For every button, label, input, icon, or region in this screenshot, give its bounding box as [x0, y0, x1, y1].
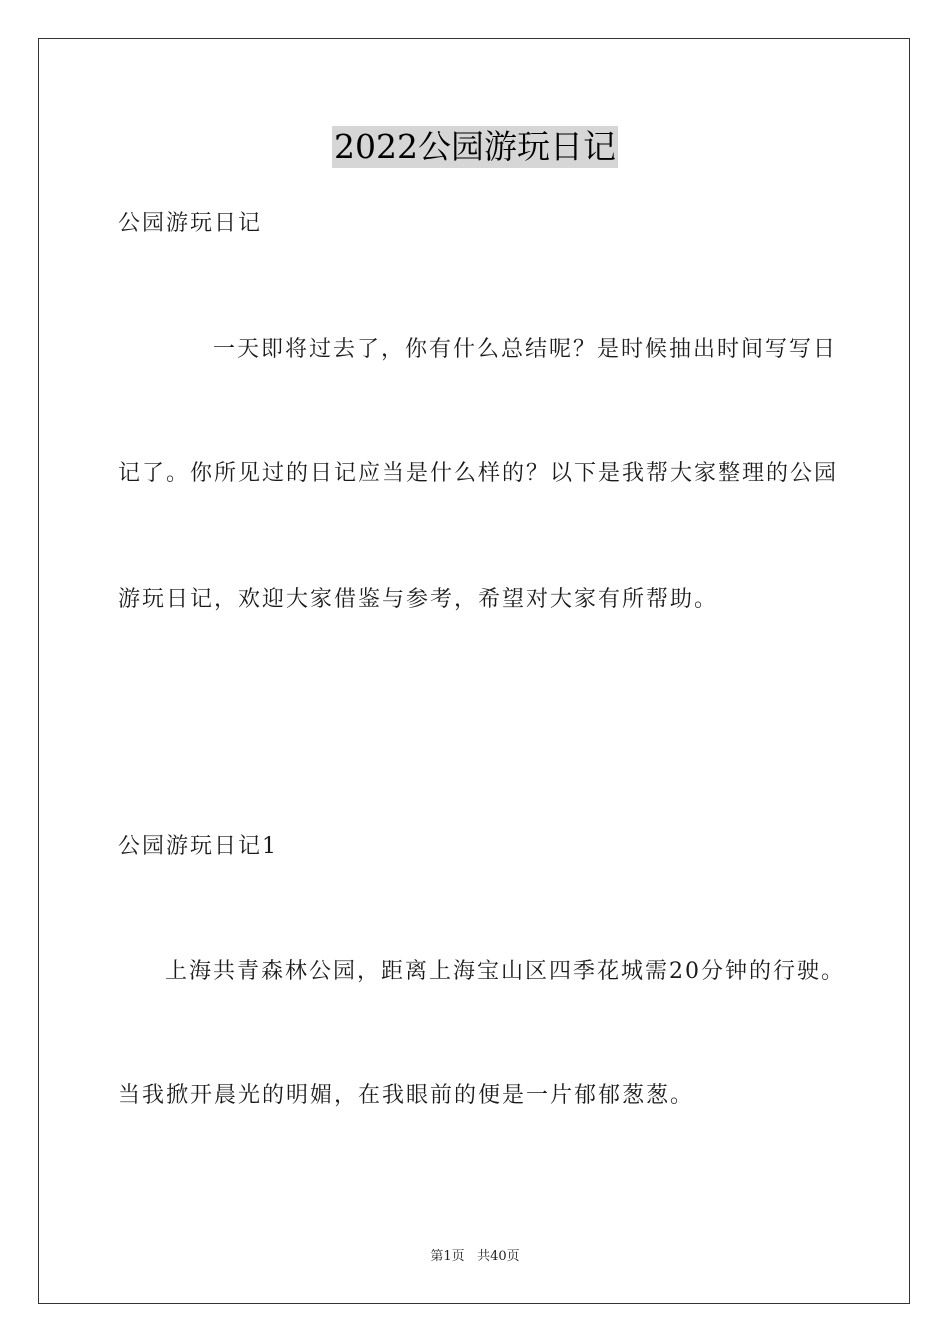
intro-paragraph-line-2: 记了。你所见过的日记应当是什么样的？以下是我帮大家整理的公园	[118, 461, 839, 486]
intro-paragraph-line-1: 一天即将过去了，你有什么总结呢？是时候抽出时间写写日	[213, 337, 838, 362]
title-container	[0, 126, 950, 168]
subtitle: 公园游玩日记	[118, 211, 263, 236]
section-paragraph-line-2: 当我掀开晨光的明媚，在我眼前的便是一片郁郁葱葱。	[118, 1083, 695, 1108]
total-pages: 共40页	[477, 1249, 520, 1264]
section-heading: 公园游玩日记1	[118, 834, 278, 859]
intro-paragraph-line-3: 游玩日记，欢迎大家借鉴与参考，希望对大家有所帮助。	[118, 587, 719, 612]
document-title: 2022公园游玩日记	[334, 127, 616, 166]
page-footer	[0, 1248, 950, 1266]
section-paragraph-line-1: 上海共青森林公园，距离上海宝山区四季花城需20分钟的行驶。	[165, 959, 845, 984]
page-number: 第1页	[430, 1249, 465, 1264]
